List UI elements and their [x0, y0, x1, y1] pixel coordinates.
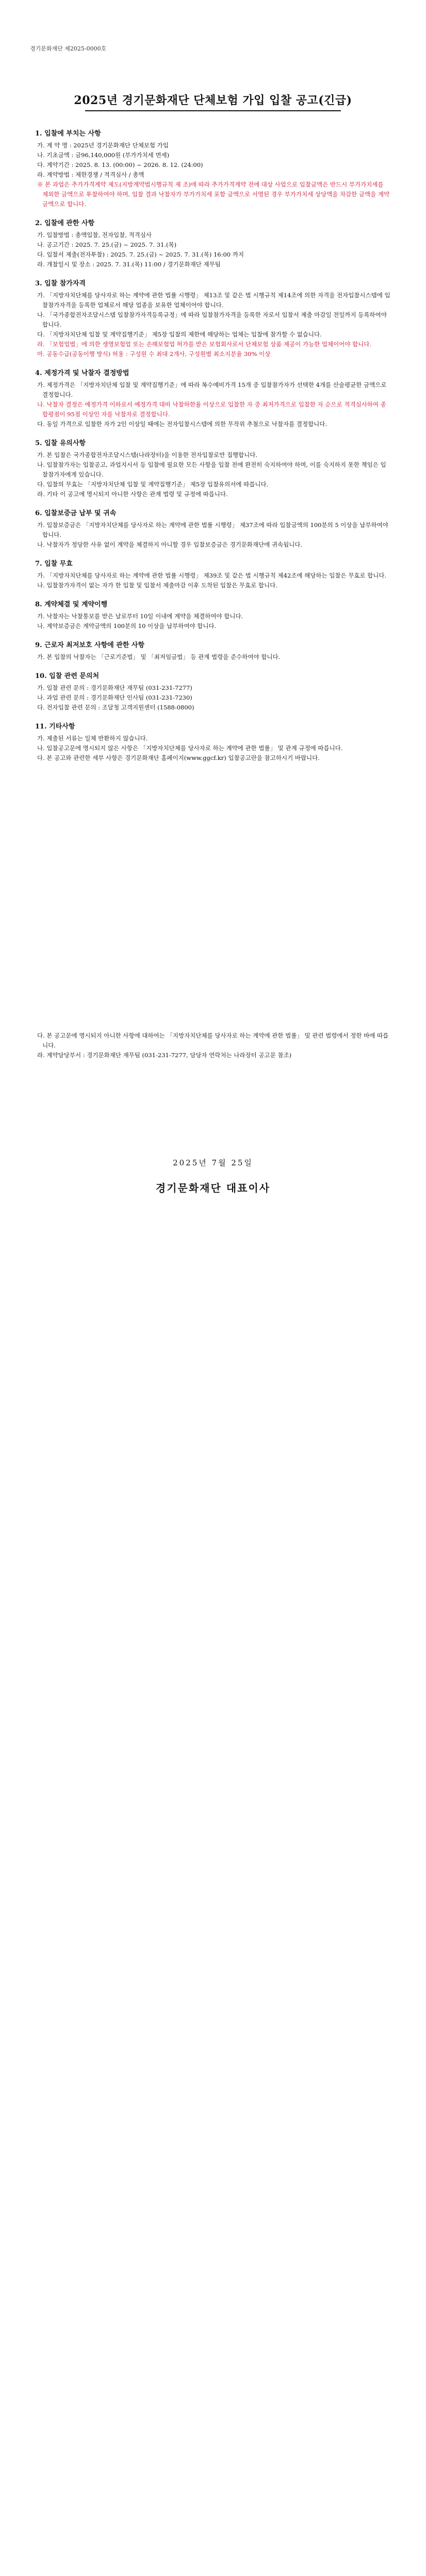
section-item: 나. 기초금액 : 금96,140,000원 (부가가치세 면세): [37, 151, 170, 159]
title-underline: [85, 110, 341, 111]
section-9: [35, 640, 391, 662]
section-item: 나. 입찰참가자는 입찰공고, 과업지시서 등 입찰에 필요한 모든 사항을 입찰 전에 완전히 숙지하여야 하며, 이를 숙지하지 못한 책임은 입찰참가자에게 있습니다.: [37, 461, 386, 478]
section-2: [35, 218, 391, 269]
section-item: 나. 낙찰자가 정당한 사유 없이 계약을 체결하지 아니할 경우 입찰보증금은 경기문화재단에 귀속됩니다.: [37, 541, 303, 548]
section-item: 라. 계약방법 : 제한경쟁 / 적격심사 / 총액: [37, 171, 144, 178]
section-item: 다. 본 공고와 관련한 세부 사항은 경기문화재단 홈페이지(www.ggcf.kr) 입찰공고란을 참고하시기 바랍니다.: [37, 754, 320, 761]
document-body: [35, 120, 391, 1193]
section-item: 다. 전자입찰 관련 문의 : 조달청 고객지원센터 (1588-0800): [37, 704, 194, 711]
section-item: 다. 계약기간 : 2025. 8. 13. (00:00) ~ 2026. 8. 12. (24:00): [37, 161, 203, 168]
section-item: 나. 과업 관련 문의 : 경기문화재단 인사팀 (031-231-7230): [37, 694, 192, 701]
section-item: 가. 본 입찰은 국가종합전자조달시스템(나라장터)을 이용한 전자입찰로만 집행합니다.: [37, 451, 258, 459]
section-title: 7. 입찰 무효: [35, 560, 73, 568]
document-id: 경기문화재단 제2025-0000호: [30, 45, 107, 52]
section-item: 가. 낙찰자는 낙찰통보를 받은 날로부터 10일 이내에 계약을 체결하여야 합니다.: [37, 613, 243, 620]
section-title: 9. 근로자 최저보호 사항에 관한 사항: [35, 641, 145, 649]
section-3: [35, 279, 391, 359]
section-item: 가. 입찰 관련 문의 : 경기문화재단 재무팀 (031-231-7277): [37, 684, 192, 691]
section-title: 8. 계약체결 및 계약이행: [35, 601, 108, 608]
section-title: 3. 입찰 참가자격: [35, 280, 86, 287]
blank-space: [35, 763, 391, 1031]
section-item: 가. 본 입찰의 낙찰자는 「근로기준법」 및 「최저임금법」 등 관계 법령을 준수하여야 합니다.: [37, 653, 281, 660]
section-6: [35, 509, 391, 550]
section-4: [35, 368, 391, 429]
section-item: 나. 낙찰자 결정은 예정가격 이하로서 예정가격 대비 낙찰하한율 이상으로 입찰한 자 중 최저가격으로 입찰한 자 순으로 적격심사하여 종합평점이 95점 이상인 자를 낙찰자로 결정합니다.: [37, 401, 386, 418]
section-10: [35, 671, 391, 713]
section-item: 다. 「지방자치단체 입찰 및 계약집행기준」 제5장 입찰의 제한에 해당하는 업체는 입찰에 참가할 수 없습니다.: [37, 331, 322, 338]
document-date: 2025년 7월 25일: [173, 1158, 253, 1167]
section-title: 1. 입찰에 부치는 사항: [35, 130, 101, 138]
section-item: 나. 입찰공고문에 명시되지 않은 사항은 「지방자치단체를 당사자로 하는 계약에 관한 법률」 및 관계 규정에 따릅니다.: [37, 744, 343, 752]
section-item: 나. 「국가종합전자조달시스템 입찰참가자격등록규정」에 따라 입찰참가자격을 등록한 자로서 입찰서 제출 마감일 전일까지 등록하여야 합니다.: [37, 311, 387, 328]
section-item: 가. 입찰방법 : 총액입찰, 전자입찰, 적격심사: [37, 231, 152, 239]
signer: 경기문화재단 대표이사: [155, 1182, 271, 1194]
section-item: 가. 「지방자치단체를 당사자로 하는 계약에 관한 법률 시행령」 제13조 및 같은 법 시행규칙 제14조에 의한 자격을 전자입찰시스템에 입찰참가자격을 등록한 업체로서 해당 업종을 보유한 업체이어야 합니다.: [37, 292, 390, 309]
section-item: 마. 공동수급(공동이행 방식) 허용 : 구성원 수 최대 2개사, 구성원별 최소지분율 30% 이상: [37, 350, 271, 358]
section-item: 라. 「보험업법」에 의한 생명보험업 또는 손해보험업 허가를 받은 보험회사로서 단체보험 상품 제공이 가능한 업체이어야 합니다.: [37, 341, 372, 348]
section-item: 다. 입찰의 무효는 「지방자치단체 입찰 및 계약집행기준」 제5장 입찰유의서에 따릅니다.: [37, 481, 269, 488]
section-item: 다. 동일 가격으로 입찰한 자가 2인 이상일 때에는 전자입찰시스템에 의한 무작위 추첨으로 낙찰자를 결정합니다.: [37, 420, 327, 428]
section-item: 나. 공고기간 : 2025. 7. 25.(금) ~ 2025. 7. 31.(목): [37, 241, 177, 248]
section-item: 가. 제출된 서류는 일체 반환하지 않습니다.: [37, 735, 148, 742]
section-item: 라. 기타 이 공고에 명시되지 아니한 사항은 관계 법령 및 규정에 따릅니다.: [37, 490, 228, 498]
section-list: [35, 129, 391, 763]
section-title: 11. 기타사항: [35, 723, 75, 731]
section-item: ※ 본 과업은 추가가격계약 제도(지방계약법시행규칙 제 조)에 따라 추가가격계약 전에 대상 사업으로 입찰금액은 반드시 부가가치세를 제외한 금액으로 투찰하여야 하며, 입찰 결과 낙찰자가 부가가치세 포함 금액으로 서명된 경우 부가가치세 상당액을 차감한 금액을 계약금액으로 합니다.: [37, 181, 390, 208]
section-1: [35, 129, 391, 209]
section-title: 10. 입찰 관련 문의처: [35, 672, 100, 680]
section-8: [35, 600, 391, 631]
section-item: 라. 개찰일시 및 장소 : 2025. 7. 31.(목) 11:00 / 경기문화재단 재무팀: [37, 261, 221, 268]
section-7: [35, 559, 391, 590]
section-item: 나. 계약보증금은 계약금액의 100분의 10 이상을 납부하여야 합니다.: [37, 622, 217, 630]
footer-note: 다. 본 공고문에 명시되지 아니한 사항에 대하여는 「지방자치단체를 당사자로 하는 계약에 관한 법률」 및 관련 법령에서 정한 바에 따릅니다.: [37, 1032, 389, 1049]
section-11: [35, 722, 391, 763]
footer-note: 라. 계약담당부서 : 경기문화재단 재무팀 (031-231-7277, 담당자 연락처는 나라장터 공고문 참조): [37, 1052, 292, 1059]
section-item: 나. 입찰참가자격이 없는 자가 한 입찰 및 입찰서 제출마감 이후 도착된 입찰은 무효로 합니다.: [37, 582, 277, 589]
section-item: 가. 계 약 명 : 2025년 경기문화재단 단체보험 가입: [37, 142, 169, 149]
section-title: 2. 입찰에 관한 사항: [35, 219, 95, 227]
section-item: 다. 입찰서 제출(전자투찰) : 2025. 7. 25.(금) ~ 2025. 7. 31.(목) 16:00 까지: [37, 251, 244, 258]
section-title: 5. 입찰 유의사항: [35, 439, 86, 447]
blank-space-2: [35, 1060, 391, 1138]
section-item: 가. 입찰보증금은 「지방자치단체를 당사자로 하는 계약에 관한 법률 시행령」 제37조에 따라 입찰금액의 100분의 5 이상을 납부하여야 합니다.: [37, 521, 388, 538]
section-title: 4. 제정가격 및 낙찰자 결정방법: [35, 369, 129, 377]
section-item: 가. 제정가격은 「지방자치단체 입찰 및 계약집행기준」에 따라 복수예비가격 15개 중 입찰참가자가 선택한 4개를 산술평균한 금액으로 결정합니다.: [37, 381, 387, 398]
page-title: 2025년 경기문화재단 단체보험 가입 입찰 공고(긴급): [74, 94, 352, 107]
section-title: 6. 입찰보증금 납부 및 귀속: [35, 510, 117, 517]
section-item: 가. 「지방자치단체를 당사자로 하는 계약에 관한 법률 시행령」 제39조 및 같은 법 시행규칙 제42조에 해당하는 입찰은 무효로 합니다.: [37, 572, 387, 579]
section-5: [35, 438, 391, 499]
footer-notes: [35, 1031, 391, 1060]
